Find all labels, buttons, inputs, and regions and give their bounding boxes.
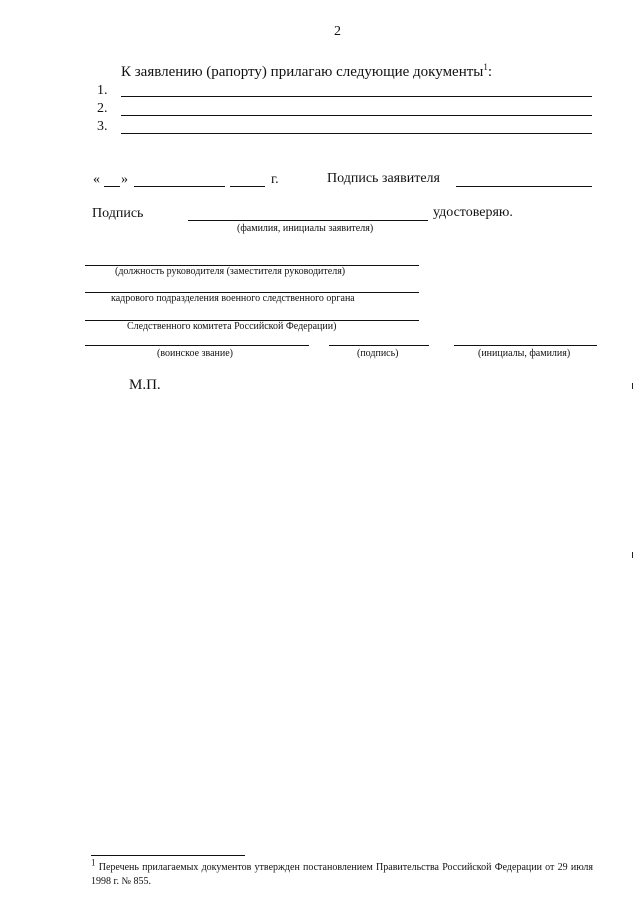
scan-edge-mark — [632, 552, 633, 558]
attachments-intro — [121, 64, 492, 81]
doc-list-number-1: 1. — [97, 83, 108, 98]
official-signature-line[interactable] — [329, 345, 429, 346]
footnote-text: Перечень прилагаемых документов утвержден постановлением Правительства Российской Федерации от 29 июля 1998 г. № 855. — [91, 862, 594, 887]
date-year-suffix: г. — [271, 172, 279, 187]
applicant-name-caption: (фамилия, инициалы заявителя) — [237, 223, 374, 234]
official-signature-caption: (подпись) — [357, 348, 399, 359]
rank-line[interactable] — [85, 345, 309, 346]
date-close-quote: » — [121, 172, 128, 187]
doc-list-number-2: 2. — [97, 101, 108, 116]
footnote — [91, 857, 594, 889]
doc-list-line-1[interactable] — [121, 96, 592, 97]
applicant-signature-label: Подпись заявителя — [327, 171, 440, 186]
footnote-marker: 1 — [91, 857, 96, 868]
page-number: 2 — [334, 24, 341, 39]
stamp-place-label: М.П. — [129, 377, 161, 393]
certify-right-label: удостоверяю. — [433, 205, 513, 220]
official-caption-2: кадрового подразделения военного следственного органа — [111, 293, 355, 304]
rank-caption: (воинское звание) — [157, 348, 233, 359]
initials-caption: (инициалы, фамилия) — [478, 348, 571, 359]
doc-list-line-3[interactable] — [121, 133, 592, 134]
attachments-intro-text: К заявлению (рапорту) прилагаю следующие документы — [121, 64, 484, 80]
footnote-separator — [91, 855, 245, 856]
official-caption-3: Следственного комитета Российской Федерации) — [127, 321, 337, 332]
official-caption-1: (должность руководителя (заместителя руководителя) — [115, 266, 346, 277]
scan-edge-mark — [632, 383, 633, 389]
doc-list-line-2[interactable] — [121, 115, 592, 116]
attachments-intro-colon: : — [487, 64, 493, 80]
date-month-line[interactable] — [134, 186, 225, 187]
footnote-reference: 1 — [483, 62, 488, 72]
initials-line[interactable] — [454, 345, 597, 346]
applicant-name-line[interactable] — [188, 220, 428, 221]
applicant-signature-line[interactable] — [456, 186, 592, 187]
date-open-quote: « — [93, 172, 100, 187]
date-year-line[interactable] — [230, 186, 265, 187]
certify-left-label: Подпись — [92, 206, 144, 221]
date-day-line[interactable] — [104, 186, 120, 187]
doc-list-number-3: 3. — [97, 119, 108, 134]
